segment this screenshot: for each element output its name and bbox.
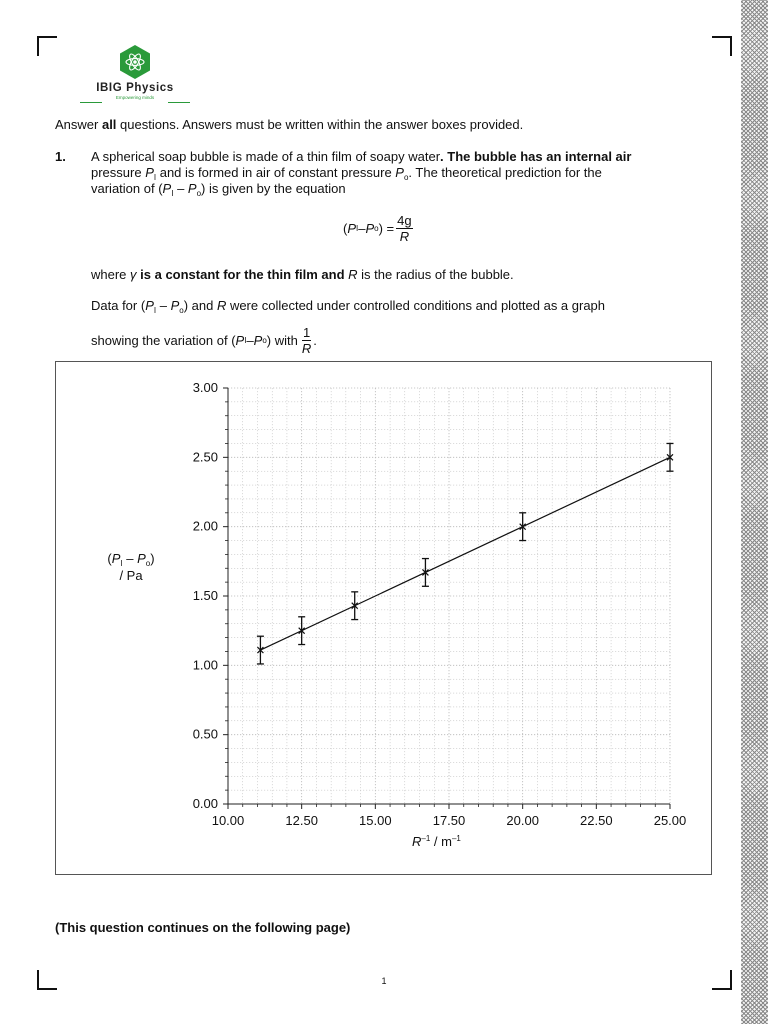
logo-title: IBIG Physics <box>96 82 174 94</box>
y-tick-label: 1.50 <box>192 588 218 603</box>
x-tick-label: 10.00 <box>211 813 245 828</box>
y-tick-label: 2.00 <box>192 518 218 534</box>
x-tick-label: 25.00 <box>653 813 687 828</box>
inverse-radius-fraction: $\frac{1}{R}$ <box>301 325 312 356</box>
page-number: 1 <box>381 976 387 986</box>
continuation-note: (This question continues on the following page) <box>55 920 351 935</box>
question-line-2: pressure $P_I$ and is formed in air of constant pressure $P_o$. The theoretical prediction for the <box>91 165 602 182</box>
y-tick-label: 1.00 <box>192 657 218 673</box>
best-fit-line <box>260 457 670 650</box>
data-text-line-2: showing the variation of ( P I – P o ) with $\frac{1}{R}$ . <box>91 325 317 356</box>
x-tick-label: 15.00 <box>359 813 392 828</box>
x-tick-label: 20.00 <box>506 813 539 828</box>
where-text: where γ is a constant for the thin film and R is the radius of the bubble. <box>91 267 514 282</box>
x-axis-label: $R^{-1} / m^{-1}$ <box>412 834 461 849</box>
y-axis-label: $(P_I - P_o)$ / Pa <box>107 551 155 583</box>
instructions: Answer all questions. Answers must be written within the answer boxes provided. <box>55 117 524 132</box>
equation: ( P I – P o ) = $\frac{4g}{R}$ <box>343 213 412 244</box>
y-tick-label: 3.00 <box>192 380 218 395</box>
y-tick-label: 0.50 <box>192 726 218 742</box>
equation-fraction: $\frac{4g}{R}$ <box>397 213 412 244</box>
question-line-1: A spherical soap bubble is made of a thin film of soapy water. The bubble has an internal air <box>91 149 632 164</box>
logo-tagline: Empowering minds <box>115 95 155 100</box>
x-tick-label: 12.50 <box>285 813 318 828</box>
x-tick-label: 22.50 <box>580 813 613 828</box>
y-tick-label: 2.50 <box>192 449 218 465</box>
x-tick-label: 17.50 <box>432 813 466 828</box>
data-text-line-1: Data for $(P_I - P_o)$ and R were collected under controlled conditions and plotted as a graph <box>91 298 606 315</box>
y-tick-label: 0.00 <box>192 796 218 811</box>
question-number: 1. <box>55 149 66 164</box>
question-line-3: variation of $(P_I - P_o)$ is given by the equation <box>91 181 346 198</box>
